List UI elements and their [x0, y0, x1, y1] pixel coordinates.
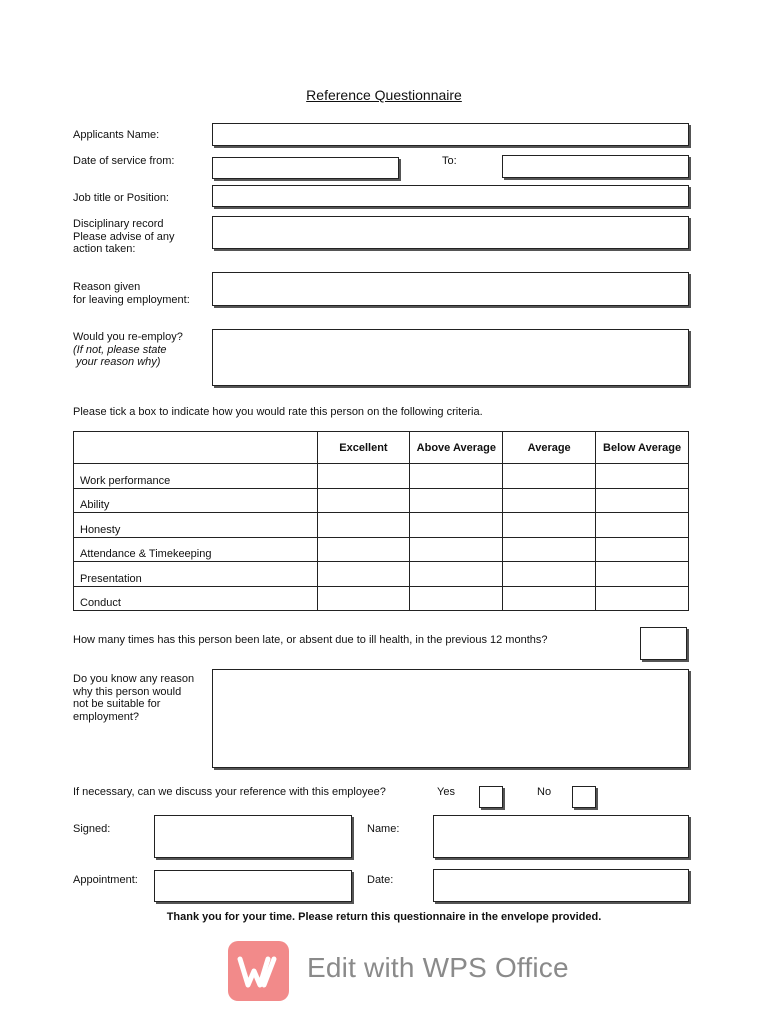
reemploy-label — [73, 331, 183, 369]
suitability-label-line: Do you know any reason — [73, 673, 195, 685]
discuss-no-checkbox[interactable] — [572, 786, 596, 808]
tick-cell[interactable] — [596, 464, 689, 489]
thanks-note: Thank you for your time. Please return this questionnaire in the envelope provided. — [166, 911, 602, 923]
rating-col-excellent: Excellent — [317, 432, 410, 464]
tick-cell[interactable] — [503, 586, 596, 611]
late-question: How many times has this person been late, or absent due to ill health, in the previous 12 months? — [73, 634, 548, 646]
appointment-label: Appointment: — [73, 874, 138, 886]
criteria-honesty: Honesty — [74, 513, 318, 538]
table-row — [74, 562, 689, 587]
tick-cell[interactable] — [317, 562, 410, 587]
discuss-yes-label: Yes — [437, 786, 455, 798]
date-to-label: To: — [442, 155, 457, 167]
rating-header-row — [74, 432, 689, 464]
applicant-name-field[interactable] — [212, 123, 689, 146]
late-count-field[interactable] — [640, 627, 687, 660]
tick-cell[interactable] — [503, 488, 596, 513]
criteria-presentation: Presentation — [74, 562, 318, 587]
table-row — [74, 586, 689, 611]
table-row — [74, 513, 689, 538]
job-title-field[interactable] — [212, 185, 689, 207]
rating-instruction: Please tick a box to indicate how you would rate this person on the following criteria. — [73, 406, 483, 418]
date-label: Date: — [367, 874, 394, 886]
rating-table — [73, 431, 689, 611]
tick-cell[interactable] — [596, 488, 689, 513]
suitability-label — [73, 673, 194, 723]
date-field[interactable] — [433, 869, 689, 902]
rating-col-below-average: Below Average — [596, 432, 689, 464]
tick-cell[interactable] — [317, 537, 410, 562]
tick-cell[interactable] — [410, 586, 503, 611]
discuss-yes-checkbox[interactable] — [479, 786, 503, 808]
suitability-label-line: employment? — [73, 710, 140, 723]
suitability-label-line: why this person would — [73, 685, 182, 698]
tick-cell[interactable] — [410, 464, 503, 489]
tick-cell[interactable] — [503, 562, 596, 587]
disciplinary-label-line: Disciplinary record — [73, 218, 164, 230]
tick-cell[interactable] — [317, 586, 410, 611]
disciplinary-label-line: Please advise of any — [73, 230, 175, 243]
rating-header-empty — [74, 432, 318, 464]
tick-cell[interactable] — [410, 562, 503, 587]
criteria-conduct: Conduct — [74, 586, 318, 611]
tick-cell[interactable] — [503, 537, 596, 562]
reason-label — [73, 281, 190, 306]
tick-cell[interactable] — [503, 464, 596, 489]
appointment-field[interactable] — [154, 870, 352, 902]
wps-watermark-text: Edit with WPS Office — [307, 952, 569, 983]
date-to-field[interactable] — [502, 155, 689, 178]
wps-logo-glyph — [228, 941, 289, 1001]
tick-cell[interactable] — [596, 537, 689, 562]
tick-cell[interactable] — [596, 586, 689, 611]
rating-col-average: Average — [503, 432, 596, 464]
tick-cell[interactable] — [410, 537, 503, 562]
criteria-ability: Ability — [74, 488, 318, 513]
discuss-question: If necessary, can we discuss your reference with this employee? — [73, 786, 386, 798]
page-title: Reference Questionnaire — [306, 87, 462, 103]
reemploy-note-line: your reason why) — [73, 356, 161, 368]
disciplinary-field[interactable] — [212, 216, 689, 249]
reemploy-field[interactable] — [212, 329, 689, 386]
name-field[interactable] — [433, 815, 689, 858]
signed-label: Signed: — [73, 823, 111, 835]
tick-cell[interactable] — [410, 488, 503, 513]
reason-field[interactable] — [212, 272, 689, 306]
reason-label-line: Reason given — [73, 281, 141, 293]
tick-cell[interactable] — [410, 513, 503, 538]
reemploy-note-line: (If not, please state — [73, 343, 167, 356]
tick-cell[interactable] — [596, 562, 689, 587]
tick-cell[interactable] — [596, 513, 689, 538]
criteria-attendance: Attendance & Timekeeping — [74, 537, 318, 562]
signed-field[interactable] — [154, 815, 352, 858]
suitability-label-line: not be suitable for — [73, 698, 161, 710]
tick-cell[interactable] — [503, 513, 596, 538]
date-from-field[interactable] — [212, 157, 399, 179]
date-from-label: Date of service from: — [73, 155, 175, 167]
tick-cell[interactable] — [317, 513, 410, 538]
applicant-name-label: Applicants Name: — [73, 129, 160, 141]
reason-label-line: for leaving employment: — [73, 293, 190, 306]
disciplinary-label — [73, 218, 175, 256]
rating-col-above-average: Above Average — [410, 432, 503, 464]
disciplinary-label-line: action taken: — [73, 243, 136, 255]
table-row — [74, 464, 689, 489]
wps-logo-icon — [228, 941, 289, 1001]
discuss-no-label: No — [537, 786, 552, 798]
name-label: Name: — [367, 823, 400, 835]
table-row — [74, 537, 689, 562]
job-title-label: Job title or Position: — [73, 192, 169, 204]
tick-cell[interactable] — [317, 464, 410, 489]
criteria-work-performance: Work performance — [74, 464, 318, 489]
table-row — [74, 488, 689, 513]
reemploy-label-line: Would you re-employ? — [73, 331, 183, 343]
tick-cell[interactable] — [317, 488, 410, 513]
suitability-field[interactable] — [212, 669, 689, 768]
